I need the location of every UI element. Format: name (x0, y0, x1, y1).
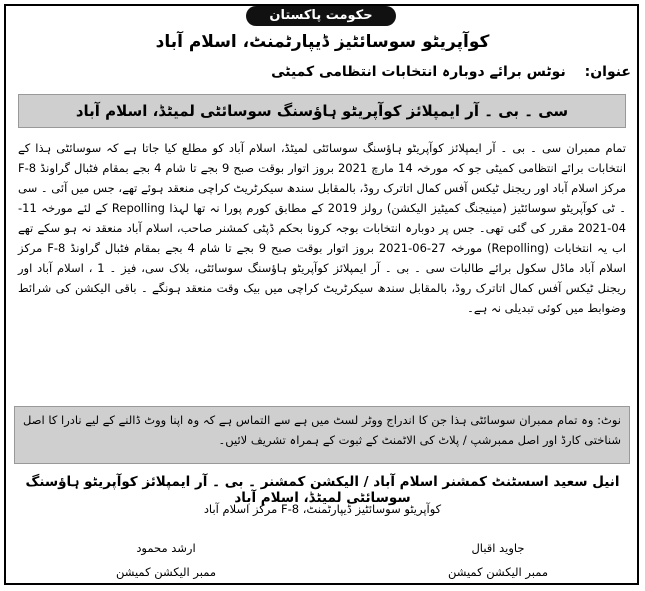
subject-label: عنوان: (584, 64, 631, 80)
subject-text: نوٹس برائے دوبارہ انتخابات انتظامی کمیٹی (271, 64, 566, 80)
member-role: ممبر الیکشن کمیشن (447, 565, 549, 579)
member-signature (106, 536, 226, 584)
society-title-bar: سی ۔ بی ۔ آر ایمپلائز کوآپریٹو ہاؤسنگ سوسائٹی لمیٹڈ، اسلام آباد (18, 94, 626, 128)
member-role: ممبر الیکشن کمیشن (115, 565, 217, 579)
note-box: نوٹ: وہ تمام ممبران سوسائٹی ہذا جن کا اندراج ووٹر لسٹ میں ہے سے التماس ہے کہ وہ اپنا ووٹ ڈالنے کے لیے نادرا کا اصل شناختی کارڈ اور اصل ممبرشپ / پلاٹ کی الاٹمنٹ کے ثبوت کے ہمراہ تشریف لائیں۔ (14, 406, 630, 464)
member-name: جاوید اقبال (471, 541, 525, 555)
member-signature (438, 536, 558, 584)
government-badge: حکومت پاکستان (246, 6, 396, 26)
member-name: ارشد محمود (136, 541, 196, 555)
department-title: کوآپریٹو سوسائٹیز ڈیپارٹمنٹ، اسلام آباد (155, 32, 490, 52)
notice-body: تمام ممبران سی ۔ بی ۔ آر ایمپلائز کوآپریٹو ہاؤسنگ سوسائٹی لمیٹڈ، اسلام آباد کو مطلع کیا جاتا ہے کہ سوسائٹی ہذا کے انتخابات برائے انتظامی کمیٹی جو کہ مورخہ 14 مارچ 2021 بروز اتوار بوقت صبح 9 بجے تا شام 4 بجے بمقام فٹبال گراونڈ F-8 مرکز اسلام آباد اور ریجنل ٹیکس آفس کمال اتاترک روڈ، بالمقابل سندھ سیکرٹریٹ کراچی منعقد ہوئے تھے، جس میں آئی ۔ سی ۔ ٹی کوآپریٹو سوسائٹیز (مینیجنگ کمیٹیز الیکشن) رولز 2019 کے مطابق کورم پورا نہ تھا لہذا Repolling کے لئے مورخہ 11-04-2021 مقرر کی گئی تھی۔ جس پر دوبارہ انتخابات بوجہ کرونا بحکم ڈپٹی کمشنر صاحب، اسلام آباد منعقد نہ ہو سکے تھے اب یہ انتخابات (Repolling) مورخہ 27-06-2021 بروز اتوار بوقت صبح 9 بجے تا شام 4 بجے بمقام فٹبال گراونڈ F-8 مرکز اسلام آباد ماڈل سکول برائے طالبات سی ۔ بی ۔ آر ایمپلائز کوآپریٹو ہاؤسنگ سوسائٹی، بلاک سی، فیز ۔ 1 ، اسلام آباد اور ریجنل ٹیکس آفس کمال اتاترک روڈ، بالمقابل سندھ سیکرٹریٹ کراچی میں بیک وقت منعقد ہونگے ۔ باقی الیکشن کی شرائط وضوابط میں کوئی تبدیلی نہ ہے۔ (18, 141, 627, 315)
signatory-office: کوآپریٹو سوسائٹیز ڈیپارٹمنٹ، F-8 مرکز اسلام آباد (203, 502, 442, 516)
signatory-name: انیل سعید اسسٹنٹ کمشنر اسلام آباد / الیکشن کمشنر ۔ بی ۔ آر ایمپلائز کوآپریٹو ہاؤسنگ سوسائٹی لمیٹڈ، اسلام آباد (25, 474, 620, 506)
subject-line (16, 64, 631, 80)
